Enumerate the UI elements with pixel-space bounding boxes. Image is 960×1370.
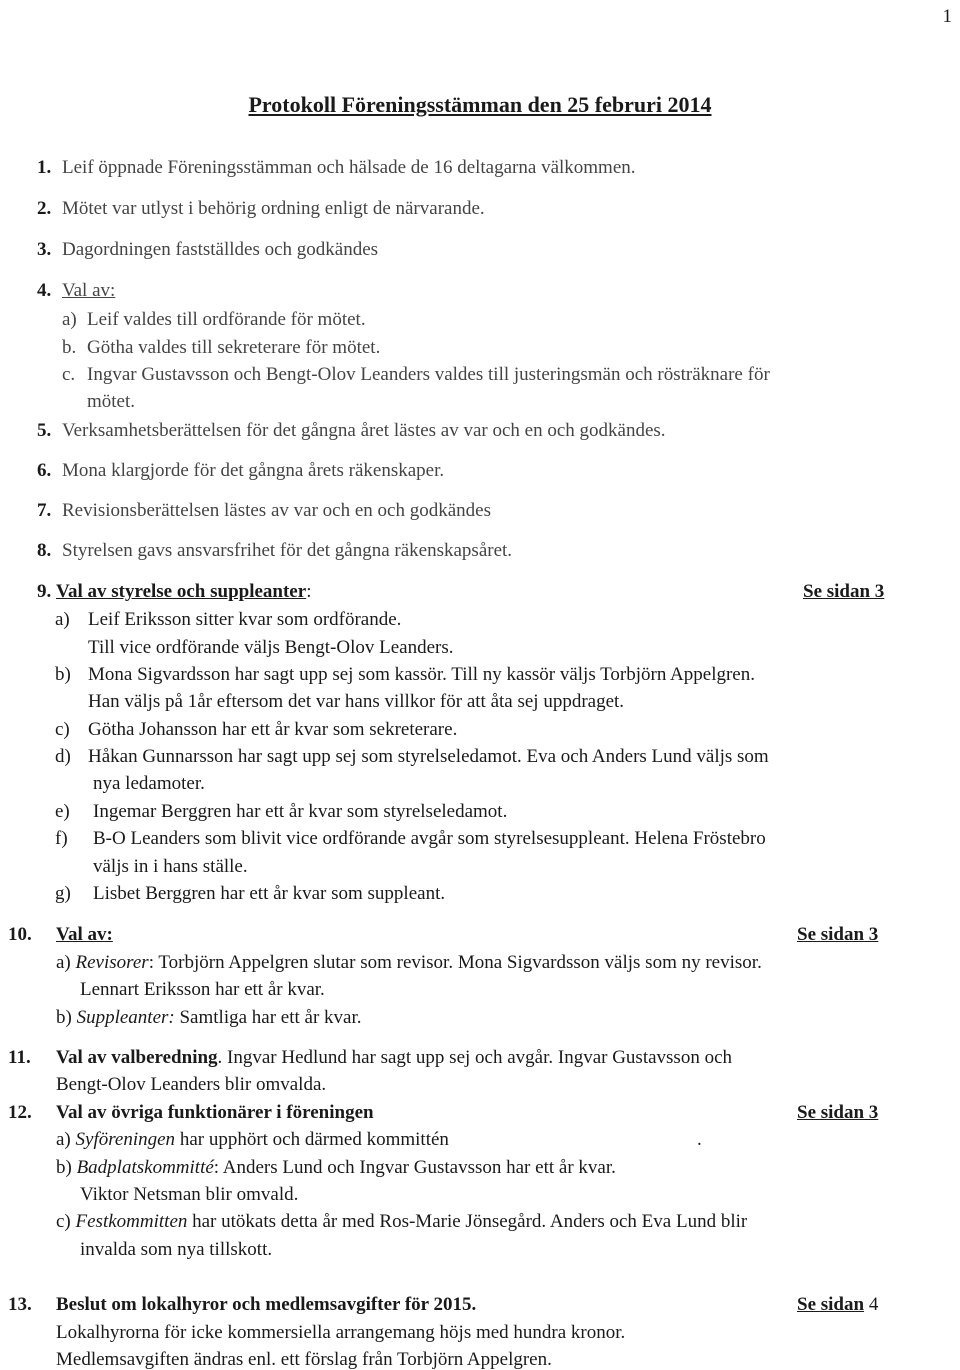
- item-9f-cont: väljs in i hans ställe.: [93, 856, 248, 877]
- item-12a-label: a): [56, 1129, 71, 1150]
- item-12c-text: har utökats detta år med Ros-Marie Jönsegård. Anders och Eva Lund blir: [187, 1211, 748, 1232]
- item-12-heading: Val av övriga funktionärer i föreningen: [56, 1102, 374, 1123]
- item-3-number: 3.: [37, 239, 52, 260]
- item-9f-text: B-O Leanders som blivit vice ordförande avgår som styrelsesuppleant. Helena Fröstebro: [93, 828, 766, 849]
- item-9-colon: :: [306, 581, 312, 602]
- item-3-text: Dagordningen fastställdes och godkändes: [62, 239, 379, 260]
- item-9d-text: Håkan Gunnarsson har sagt upp sej som styrelseledamot. Eva och Anders Lund väljs som: [88, 746, 769, 767]
- item-12b-label: b): [56, 1157, 72, 1178]
- item-10b-label: b): [56, 1007, 72, 1028]
- item-9b-cont: Han väljs på 1år eftersom det var hans villkor för att åta sej uppdraget.: [88, 691, 625, 712]
- item-8-text: Styrelsen gavs ansvarsfrihet för det gångna räkenskapsåret.: [62, 540, 513, 561]
- item-7-number: 7.: [37, 500, 52, 521]
- item-12b-text: : Anders Lund och Ingvar Gustavsson har ett år kvar.: [213, 1157, 616, 1178]
- item-9g-label: g): [55, 883, 71, 904]
- item-13-page-ref: Se sidan: [797, 1294, 865, 1315]
- item-4a-text: Leif valdes till ordförande för mötet.: [87, 309, 366, 330]
- item-12a-role: Syföreningen: [75, 1129, 176, 1150]
- item-12c-role: Festkommitten: [75, 1211, 188, 1232]
- item-9f-label: f): [55, 828, 68, 849]
- item-12b-cont: Viktor Netsman blir omvald.: [80, 1184, 299, 1205]
- item-1-text: Leif öppnade Föreningsstämman och hälsade de 16 deltagarna välkommen.: [62, 157, 636, 178]
- item-13-line-1: Lokalhyrorna för icke kommersiella arrangemang höjs med hundra kronor.: [56, 1322, 626, 1343]
- item-9-number: 9.: [37, 581, 52, 602]
- item-12-page-ref: Se sidan 3: [797, 1102, 879, 1123]
- item-6-number: 6.: [37, 460, 52, 481]
- item-9e-label: e): [55, 801, 70, 822]
- item-4c-text: Ingvar Gustavsson och Bengt-Olov Leanders valdes till justeringsmän och rösträknare för: [87, 364, 770, 385]
- item-11-cont: Bengt-Olov Leanders blir omvalda.: [56, 1074, 327, 1095]
- item-4c-label: c.: [62, 364, 76, 385]
- item-1-number: 1.: [37, 157, 52, 178]
- item-8-number: 8.: [37, 540, 52, 561]
- page-number: 1: [942, 6, 952, 27]
- item-13-number: 13.: [8, 1294, 32, 1315]
- item-10-heading: Val av:: [56, 924, 113, 945]
- item-10-number: 10.: [8, 924, 32, 945]
- item-12a-text: har upphört och därmed kommittén: [175, 1129, 449, 1150]
- item-4-heading: Val av:: [62, 280, 116, 301]
- item-5-number: 5.: [37, 420, 52, 441]
- item-9g-text: Lisbet Berggren har ett år kvar som suppleant.: [93, 883, 446, 904]
- item-11-text: . Ingvar Hedlund har sagt upp sej och avgår. Ingvar Gustavsson och: [217, 1047, 733, 1068]
- item-2-text: Mötet var utlyst i behörig ordning enligt de närvarande.: [62, 198, 485, 219]
- item-12a-tail: .: [697, 1129, 702, 1150]
- item-7-text: Revisionsberättelsen lästes av var och en och godkändes: [62, 500, 491, 521]
- item-10b-role: Suppleanter:: [76, 1007, 175, 1028]
- item-10-page-ref: Se sidan 3: [797, 924, 879, 945]
- item-12-number: 12.: [8, 1102, 32, 1123]
- item-10b-text: Samtliga har ett år kvar.: [174, 1007, 362, 1028]
- item-9b-label: b): [55, 664, 71, 685]
- item-9a-text: Leif Eriksson sitter kvar som ordförande.: [88, 609, 402, 630]
- item-2-number: 2.: [37, 198, 52, 219]
- item-9d-cont: nya ledamoter.: [93, 773, 205, 794]
- item-12c-cont: invalda som nya tillskott.: [80, 1239, 273, 1260]
- item-9a-cont: Till vice ordförande väljs Bengt-Olov Leanders.: [88, 637, 454, 658]
- item-6-text: Mona klargjorde för det gångna årets räkenskaper.: [62, 460, 445, 481]
- item-11-number: 11.: [8, 1047, 31, 1068]
- item-9c-label: c): [55, 719, 70, 740]
- item-9-heading: Val av styrelse och suppleanter: [56, 581, 307, 602]
- item-13-page-ref-number: 4: [864, 1294, 879, 1315]
- item-9c-text: Götha Johansson har ett år kvar som sekreterare.: [88, 719, 458, 740]
- item-12b-role: Badplatskommitté: [76, 1157, 214, 1178]
- item-10a-text: : Torbjörn Appelgren slutar som revisor. Mona Sigvardsson väljs som ny revisor.: [148, 952, 762, 973]
- item-12c-label: c): [56, 1211, 71, 1232]
- item-9d-label: d): [55, 746, 71, 767]
- item-9e-text: Ingemar Berggren har ett år kvar som styrelseledamot.: [93, 801, 508, 822]
- item-9a-label: a): [55, 609, 70, 630]
- item-10a-cont: Lennart Eriksson har ett år kvar.: [80, 979, 325, 1000]
- item-4-number: 4.: [37, 280, 52, 301]
- item-9b-text: Mona Sigvardsson har sagt upp sej som kassör. Till ny kassör väljs Torbjörn Appelgren.: [88, 664, 755, 685]
- item-4c-cont: mötet.: [87, 391, 136, 412]
- item-5-text: Verksamhetsberättelsen för det gångna året lästes av var och en och godkändes.: [62, 420, 666, 441]
- item-13-heading: Beslut om lokalhyror och medlemsavgifter för 2015.: [56, 1294, 477, 1315]
- item-4b-label: b.: [62, 337, 77, 358]
- item-4b-text: Götha valdes till sekreterare för mötet.: [87, 337, 381, 358]
- item-10a-role: Revisorer: [75, 952, 149, 973]
- item-10a-label: a): [56, 952, 71, 973]
- page-title: Protokoll Föreningsstämman den 25 februri 2014: [248, 92, 712, 117]
- item-13-line-2: Medlemsavgiften ändras enl. ett förslag från Torbjörn Appelgren.: [56, 1349, 552, 1370]
- item-11-heading: Val av valberedning: [56, 1047, 218, 1068]
- item-4a-label: a): [62, 309, 77, 330]
- item-9-page-ref: Se sidan 3: [803, 581, 885, 602]
